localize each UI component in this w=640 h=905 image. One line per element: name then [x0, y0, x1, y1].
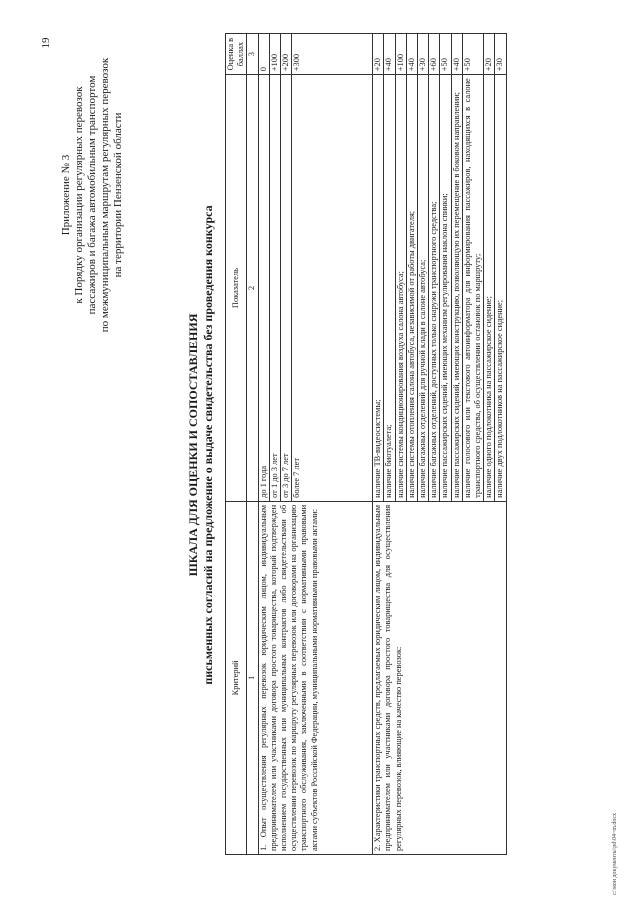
- score-cell: +50: [462, 34, 483, 75]
- column-number-row: [247, 34, 258, 855]
- score-cell: +40: [451, 34, 462, 75]
- indicator-cell: до 1 года: [258, 75, 269, 502]
- page-number: 19: [40, 37, 52, 49]
- indicator-cell: наличие биотуалета;: [384, 75, 395, 502]
- file-path-footer: c:\мои документы\pd\04~m.docx: [612, 812, 618, 895]
- criterion-vehicle-characteristics: 2. Характеристики транспортных средств, предлагаемых юридическим лицом, индивидуальным предпринимателем или участниками договора простого товарищества для осуществления регулярных перевозок, влияющие на качество перевозок:: [373, 501, 506, 854]
- title-line: ШКАЛА ДЛЯ ОЦЕНКИ И СОПОСТАВЛЕНИЯ: [186, 313, 200, 577]
- score-cell: +60: [429, 34, 440, 75]
- column-number: 1: [247, 501, 258, 854]
- table-header-row: [226, 34, 247, 855]
- appendix-line: по межмуниципальным маршрутам регулярных перевозок: [99, 57, 111, 333]
- indicator-cell: наличие одного подлокотника на пассажирское сидение;: [484, 75, 495, 502]
- appendix-line: пассажиров и багажа автомобильным транспортом: [86, 75, 98, 315]
- score-cell: +100: [395, 34, 406, 75]
- score-cell: +200: [281, 34, 292, 75]
- indicator-cell: от 1 до 3 лет: [269, 75, 280, 502]
- indicator-cell: наличие пассажирских сидений, имеющих механизм регулирования наклона спинки;: [440, 75, 451, 502]
- appendix-line: к Порядку организации регулярных перевозок: [73, 86, 85, 304]
- appendix-line: Приложение № 3: [60, 154, 72, 236]
- indicator-cell: от 3 до 7 лет: [281, 75, 292, 502]
- criterion-experience: 1. Опыт осуществления регулярных перевозок юридическим лицом, индивидуальным предпринимателем или участниками договора простого товарищества, который подтвержден исполнением государственных или муниципальных контрактов либо свидетельствами об осуществлении перевозок по маршруту регулярных перевозок или договорами на организацию транспортного обслуживания, заключенными в соответствии с нормативными правовыми актами субъектов Российской Федерации, муниципальными нормативными правовыми актами:: [258, 501, 373, 854]
- column-number: 3: [247, 34, 258, 75]
- indicator-cell: наличие двух подлокотников на пассажирское сидение;: [495, 75, 506, 502]
- indicator-cell: наличие багажных отделений для ручной клади в салоне автобуса;: [418, 75, 429, 502]
- document-title: [186, 145, 216, 745]
- score-cell: +300: [292, 34, 373, 75]
- header-criterion: Критерий: [226, 501, 247, 854]
- indicator-cell: наличие системы кондиционирования воздуха салона автобуса;: [395, 75, 406, 502]
- score-cell: +30: [418, 34, 429, 75]
- table-row: [258, 34, 269, 855]
- score-cell: +20: [484, 34, 495, 75]
- column-number: 2: [247, 75, 258, 502]
- header-indicator: Показатель: [226, 75, 247, 502]
- indicator-cell: наличие ТВ-видеосистемы;: [373, 75, 384, 502]
- score-cell: +40: [384, 34, 395, 75]
- indicator-cell: наличие пассажирских сидений, имеющих конструкцию, позволяющую их перемещение в боковом направлении;: [451, 75, 462, 502]
- indicator-cell: наличие багажных отделений, доступных только снаружи транспортного средства;: [429, 75, 440, 502]
- indicator-cell: более 7 лет: [292, 75, 373, 502]
- indicator-cell: наличие системы отопления салона автобуса, независимой от работы двигателя;: [406, 75, 417, 502]
- score-cell: 0: [258, 34, 269, 75]
- score-cell: +20: [373, 34, 384, 75]
- appendix-heading: [60, 45, 125, 345]
- table-row: [373, 34, 384, 855]
- score-cell: +40: [406, 34, 417, 75]
- score-cell: +30: [495, 34, 506, 75]
- score-cell: +50: [440, 34, 451, 75]
- score-cell: +100: [269, 34, 280, 75]
- subtitle-line: письменных согласий на предложение о выдаче свидетельства без проведения конкурса: [201, 205, 215, 685]
- header-score: Оценка в баллах: [226, 34, 247, 75]
- appendix-line: на территории Пензенской области: [112, 112, 124, 278]
- score-table: [225, 33, 507, 855]
- indicator-cell: наличие голосового или текстового автоинформатора для информирования пассажиров, находящихся в салоне транспортного средства, об осуществлении остановок по маршруту;: [462, 75, 483, 502]
